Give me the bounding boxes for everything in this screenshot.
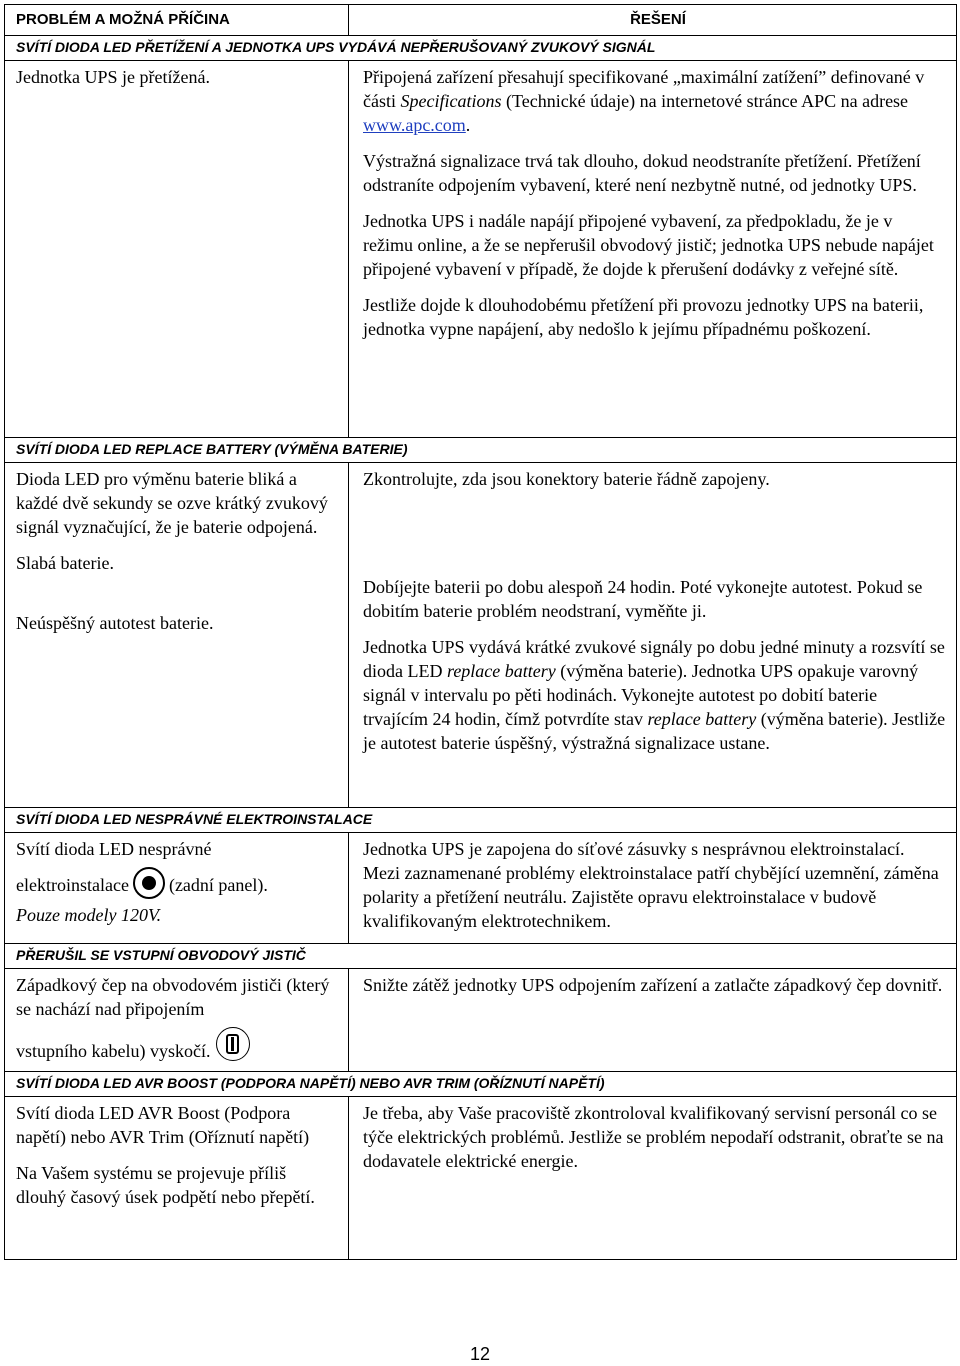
cause-battery-weak: Slabá baterie. bbox=[16, 553, 114, 573]
solution-battery-recharge: Dobíjejte baterii po dobu alespoň 24 hodin. Poté vykonejte autotest. Pokud se dobitím baterie problém neodstraní, vyměňte ji. bbox=[363, 577, 923, 621]
section-title-battery bbox=[5, 438, 957, 463]
solution-cell bbox=[349, 833, 957, 944]
table-row bbox=[5, 1097, 957, 1260]
text-span: . bbox=[465, 115, 471, 135]
cause-cell bbox=[5, 833, 349, 944]
cause-cell bbox=[5, 1097, 349, 1260]
solution-cell bbox=[349, 969, 957, 1072]
solution-cell bbox=[349, 1097, 957, 1260]
cause-cell bbox=[5, 463, 349, 808]
solution-overload-p4: Jestliže dojde k dlouhodobému přetížení při provozu jednotky UPS na baterii, jednotka vypne napájení, aby nedošlo k jejímu případnému poškození. bbox=[363, 295, 924, 339]
section-row-avr bbox=[5, 1072, 957, 1097]
solution-battery-connectors: Zkontrolujte, zda jsou konektory baterie řádně zapojeny. bbox=[363, 469, 770, 489]
text-span: (zadní panel). bbox=[168, 875, 268, 895]
text-span: Jednotka UPS vydává krátké zvukové signály po dobu jedné minuty a rozsvítí se dioda LED bbox=[363, 637, 945, 681]
text-span: (Technické údaje) na internetové stránce APC na adrese bbox=[501, 91, 909, 111]
section-title-breaker-label: PŘERUŠIL SE VSTUPNÍ OBVODOVÝ JISTIČ bbox=[16, 947, 306, 963]
cause-cell bbox=[5, 61, 349, 438]
cause-breaker-line2 bbox=[16, 1027, 340, 1063]
section-title-breaker bbox=[5, 944, 957, 969]
replace-battery-term: replace battery bbox=[446, 661, 556, 681]
text-span: vstupního kabelu) vyskočí. bbox=[16, 1041, 211, 1061]
replace-battery-term: replace battery bbox=[647, 709, 757, 729]
solution-overload-p1 bbox=[363, 65, 946, 137]
text-span: Připojená zařízení přesahují specifikované „maximální zatížení” definované v části bbox=[363, 67, 925, 111]
cause-wiring-line2 bbox=[16, 867, 340, 899]
cause-cell bbox=[5, 969, 349, 1072]
table-row bbox=[5, 833, 957, 944]
solution-wiring: Jednotka UPS je zapojena do síťové zásuvky s nesprávnou elektroinstalací. Mezi zaznamenané problémy elektroinstalace patří chybějící uzemnění, záměna polarity a přetížení neutrálu. Zajistěte opravu elektroinstalace v budově kvalifikovaným elektrotechnikem. bbox=[363, 839, 939, 931]
cause-battery-disconnected: Dioda LED pro výměnu baterie bliká a každé dvě sekundy se ozve krátký zvukový signál vyznačující, že je baterie odpojená. bbox=[16, 469, 328, 537]
cause-wiring-note: Pouze modely 120V. bbox=[16, 905, 162, 925]
header-solution-label: ŘEŠENÍ bbox=[630, 11, 686, 28]
table-row bbox=[5, 61, 957, 438]
page-number: 12 bbox=[469, 1344, 491, 1364]
table-row bbox=[5, 969, 957, 1072]
section-row-overload bbox=[5, 36, 957, 61]
cause-selftest-failed: Neúspěšný autotest baterie. bbox=[16, 613, 214, 633]
text-span: elektroinstalace bbox=[16, 875, 129, 895]
apc-website-link[interactable]: www.apc.com bbox=[363, 115, 466, 135]
header-problem-label: PROBLÉM A MOŽNÁ PŘÍČINA bbox=[16, 11, 230, 28]
section-title-overload: SVÍTÍ DIODA LED PŘETÍŽENÍ A JEDNOTKA UPS VYDÁVÁ NEPŘERUŠOVANÝ ZVUKOVÝ SIGNÁL bbox=[5, 36, 957, 61]
solution-cell bbox=[349, 61, 957, 438]
table-header-row bbox=[5, 5, 957, 36]
section-title-battery-label: SVÍTÍ DIODA LED REPLACE BATTERY (VÝMĚNA BATERIE) bbox=[16, 441, 408, 457]
cause-overloaded: Jednotka UPS je přetížená. bbox=[16, 67, 210, 87]
solution-cell bbox=[349, 463, 957, 808]
solution-battery-selftest bbox=[363, 635, 946, 755]
cause-wiring-led: Svítí dioda LED nesprávné bbox=[16, 839, 212, 859]
cause-avr-led: Svítí dioda LED AVR Boost (Podpora napětí) nebo AVR Trim (Oříznutí napětí) bbox=[16, 1103, 310, 1147]
specifications-term: Specifications bbox=[400, 91, 502, 111]
solution-breaker: Snižte zátěž jednotky UPS odpojením zařízení a zatlačte západkový čep dovnitř. bbox=[363, 975, 943, 995]
text-span: (výměna baterie). Jednotka UPS opakuje varovný signál v intervalu po pěti hodinách. Vykonejte autotest po dobití baterie trvajícím 24 hodin, čímž potvrdíte stav bbox=[363, 661, 919, 729]
section-row-breaker bbox=[5, 944, 957, 969]
solution-overload-p2: Výstražná signalizace trvá tak dlouho, dokud neodstraníte přetížení. Přetížení odstraníte odpojením vybavení, které není nezbytně nutné, od jednotky UPS. bbox=[363, 151, 921, 195]
cause-avr-voltage: Na Vašem systému se projevuje příliš dlouhý časový úsek podpětí nebo přepětí. bbox=[16, 1163, 315, 1207]
cause-breaker: Západkový čep na obvodovém jističi (který se nachází nad připojením bbox=[16, 975, 330, 1019]
site-wiring-fault-icon bbox=[133, 867, 165, 899]
circuit-breaker-icon bbox=[216, 1027, 250, 1061]
solution-overload-p3: Jednotka UPS i nadále napájí připojené vybavení, za předpokladu, že je v režimu online, a že se nepřerušil obvodový jistič; jednotka UPS nebude napájet připojené vybavení v případě, že dojde k přerušení dodávky z veřejné sítě. bbox=[363, 211, 934, 279]
table-row bbox=[5, 463, 957, 808]
header-problem bbox=[5, 5, 349, 36]
solution-avr: Je třeba, aby Vaše pracoviště zkontroloval kvalifikovaný servisní personál co se týče elektrických problémů. Jestliže se problém nepodaří odstranit, obraťte se na dodavatele elektrické energie. bbox=[363, 1103, 944, 1171]
header-solution bbox=[349, 5, 957, 36]
section-title-wiring: SVÍTÍ DIODA LED NESPRÁVNÉ ELEKTROINSTALACE bbox=[5, 808, 957, 833]
troubleshooting-page bbox=[4, 4, 956, 1260]
section-title-avr: SVÍTÍ DIODA LED AVR BOOST (PODPORA NAPĚTÍ) NEBO AVR TRIM (OŘÍZNUTÍ NAPĚTÍ) bbox=[5, 1072, 957, 1097]
section-row-wiring bbox=[5, 808, 957, 833]
troubleshooting-table bbox=[4, 4, 957, 1260]
text-span: (výměna baterie). Jestliže je autotest baterie úspěšný, výstražná signalizace ustane. bbox=[363, 709, 946, 753]
section-row-battery bbox=[5, 438, 957, 463]
